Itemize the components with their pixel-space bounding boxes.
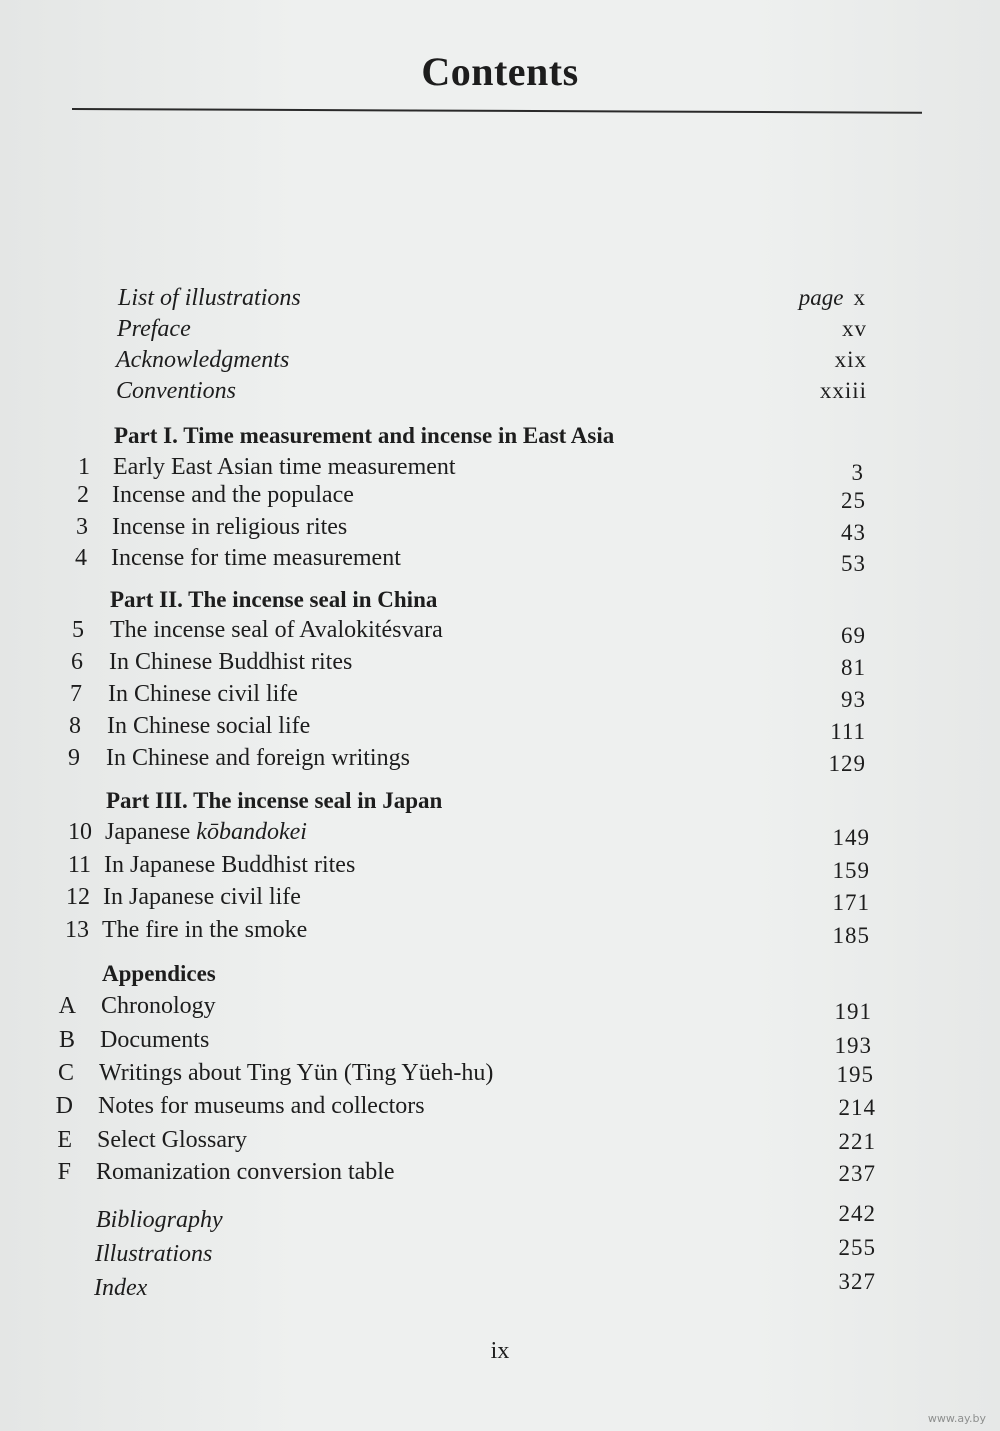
entry-page: 171 [832, 890, 870, 915]
entry-label: In Japanese civil life [103, 884, 301, 910]
entry-label: Preface [117, 316, 191, 342]
toc-entry-chapter-11 [0, 852, 1000, 882]
part-heading-2: Part II. The incense seal in China [110, 587, 438, 612]
entry-page: 81 [841, 655, 866, 680]
entry-page: xix [834, 347, 867, 372]
entry-page: 327 [838, 1269, 876, 1294]
entry-label: Bibliography [96, 1207, 223, 1233]
entry-label: Illustrations [95, 1241, 213, 1267]
entry-page: 69 [841, 623, 866, 648]
entry-label: Documents [100, 1027, 210, 1053]
entry-label: Notes for museums and collectors [98, 1093, 425, 1119]
toc-entry-appendix-a [0, 993, 1000, 1023]
entry-page: 159 [832, 858, 870, 883]
entry-label: In Chinese and foreign writings [106, 745, 410, 771]
entry-number: F [57, 1159, 71, 1185]
entry-number: 1 [78, 454, 90, 480]
toc-entry-appendix-f [0, 1159, 1000, 1189]
entry-label: In Chinese civil life [108, 681, 298, 707]
entry-label: Chronology [101, 993, 216, 1019]
entry-label: Romanization conversion table [96, 1159, 395, 1185]
entry-page: 149 [832, 825, 870, 850]
toc-entry-appendix-d [0, 1093, 1000, 1123]
entry-number: 3 [76, 514, 88, 540]
page-number: x [853, 285, 866, 310]
entry-page: 3 [851, 460, 864, 485]
entry-number: 10 [68, 819, 92, 845]
toc-entry-conventions [0, 378, 1000, 408]
toc-entry-index [0, 1269, 1000, 1305]
entry-label [105, 819, 307, 846]
entry-label: Conventions [116, 378, 236, 404]
page-title: Contents [421, 49, 579, 94]
entry-page: 242 [838, 1201, 876, 1226]
toc-entry-chapter-12 [0, 884, 1000, 914]
entry-page: xxiii [819, 378, 867, 403]
entry-number: 11 [67, 852, 91, 878]
entry-label: Incense for time measurement [111, 545, 401, 571]
toc-entry-appendix-b [0, 1027, 1000, 1057]
entry-label: In Chinese Buddhist rites [109, 649, 353, 675]
entry-page: 53 [841, 551, 866, 576]
entry-page: 191 [834, 999, 872, 1024]
entry-number: A [58, 993, 76, 1019]
toc-entry-chapter-1 [0, 454, 1000, 484]
toc-entry-chapter-8 [0, 713, 1000, 743]
part-heading-appendices: Appendices [102, 961, 216, 986]
label-text: Japanese [105, 819, 197, 845]
entry-page: 43 [841, 520, 866, 545]
toc-entry-chapter-9 [0, 745, 1000, 775]
entry-number: 12 [66, 884, 90, 910]
toc-entry-list-of-illustrations [0, 285, 1000, 315]
toc-entry-chapter-4 [0, 545, 1000, 575]
entry-label: List of illustrations [118, 285, 301, 311]
toc-entry-chapter-6 [0, 649, 1000, 679]
entry-page: 193 [834, 1033, 872, 1058]
entry-number: D [55, 1093, 73, 1119]
entry-number: 7 [70, 681, 82, 707]
entry-page: 221 [838, 1129, 876, 1154]
entry-label: Index [94, 1275, 148, 1301]
entry-number: 2 [77, 482, 89, 508]
entry-page: 93 [841, 687, 866, 712]
entry-number: B [58, 1027, 75, 1053]
toc-entry-chapter-3 [0, 514, 1000, 544]
entry-number: C [57, 1060, 74, 1086]
entry-number: 8 [69, 713, 81, 739]
toc-entry-acknowledgments [0, 347, 1000, 377]
entry-page: 214 [838, 1095, 876, 1120]
label-italic-term: kōbandokei [196, 819, 307, 845]
entry-number: E [57, 1127, 72, 1153]
entry-label: Writings about Ting Yün (Ting Yüeh-hu) [99, 1060, 494, 1086]
toc-entry-bibliography [0, 1201, 1000, 1237]
entry-page: 25 [841, 488, 866, 513]
toc-entry-appendix-c [0, 1060, 1000, 1090]
toc-entry-chapter-10 [0, 819, 1000, 849]
entry-label: In Japanese Buddhist rites [104, 852, 356, 878]
entry-label: Incense and the populace [112, 482, 354, 508]
entry-label: Incense in religious rites [112, 514, 348, 540]
page-word: page [798, 285, 844, 310]
toc-entry-chapter-5 [0, 617, 1000, 647]
toc-entry-chapter-2 [0, 482, 1000, 512]
entry-label: Acknowledgments [116, 347, 290, 373]
entry-page: 129 [828, 751, 866, 776]
entry-label: Select Glossary [97, 1127, 247, 1153]
entry-page: 185 [832, 923, 870, 948]
entry-number: 6 [71, 649, 83, 675]
entry-number: 13 [65, 917, 89, 943]
entry-number: 5 [72, 617, 84, 643]
entry-label: The fire in the smoke [102, 917, 308, 943]
toc-entry-preface [0, 316, 1000, 346]
toc-entry-appendix-e [0, 1127, 1000, 1157]
entry-number: 9 [68, 745, 80, 771]
toc-entry-illustrations [0, 1235, 1000, 1271]
entry-label: Early East Asian time measurement [113, 454, 456, 480]
entry-page: 255 [838, 1235, 876, 1260]
toc-entry-chapter-13 [0, 917, 1000, 947]
entry-label: The incense seal of Avalokitésvara [110, 617, 443, 643]
page-number-folio: ix [490, 1338, 510, 1364]
part-heading-3: Part III. The incense seal in Japan [106, 788, 443, 813]
part-heading-1: Part I. Time measurement and incense in East Asia [114, 423, 615, 448]
entry-page: 111 [830, 719, 866, 744]
entry-label: In Chinese social life [107, 713, 311, 739]
watermark: www.ay.by [927, 1412, 986, 1425]
entry-page: xv [842, 316, 867, 341]
entry-page: 195 [836, 1062, 874, 1087]
entry-number: 4 [75, 545, 87, 571]
toc-entry-chapter-7 [0, 681, 1000, 711]
entry-page: 237 [838, 1161, 876, 1186]
entry-page [799, 285, 866, 311]
